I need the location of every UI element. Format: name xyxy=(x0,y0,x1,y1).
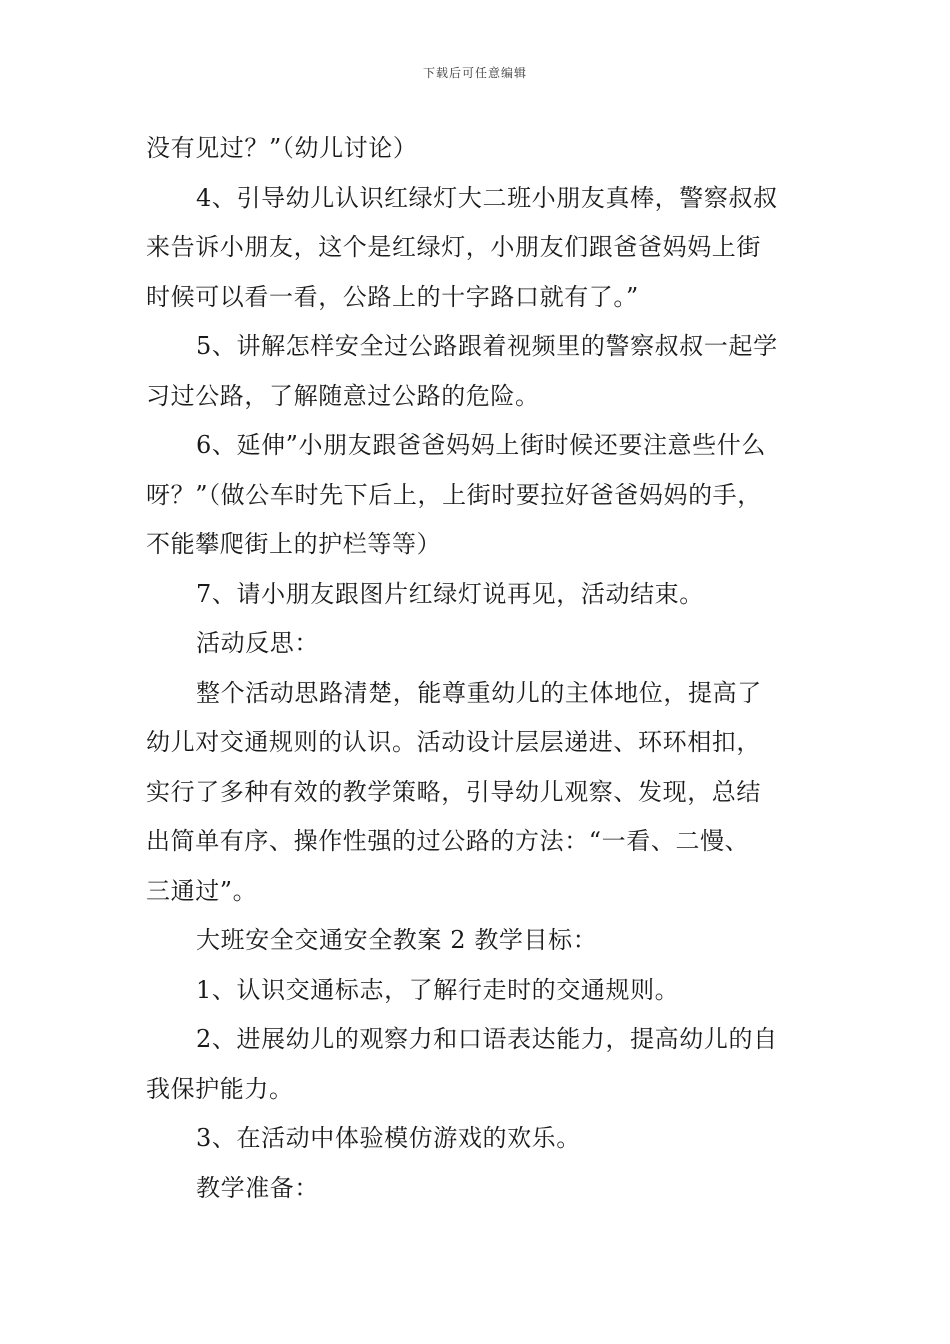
text-line: 实行了多种有效的教学策略，引导幼儿观察、发现，总结 xyxy=(146,777,761,806)
section-heading: 教学准备： xyxy=(196,1173,319,1202)
text-line: 5、讲解怎样安全过公路跟着视频里的警察叔叔一起学 xyxy=(196,332,778,360)
text-line: 没有见过？”（幼儿讨论） xyxy=(146,134,418,162)
text-line: 3、在活动中体验模仿游戏的欢乐。 xyxy=(196,1124,581,1152)
text-line: 来告诉小朋友，这个是红绿灯，小朋友们跟爸爸妈妈上街 xyxy=(146,233,761,261)
text-line: 我保护能力。 xyxy=(146,1074,294,1103)
text-line: 不能攀爬街上的护栏等等） xyxy=(146,530,442,558)
text-line: 整个活动思路清楚，能尊重幼儿的主体地位，提高了 xyxy=(196,678,762,707)
text-line: 6、延伸”小朋友跟爸爸妈妈上街时候还要注意些什么 xyxy=(196,431,766,459)
text-line: 7、请小朋友跟图片红绿灯说再见，活动结束。 xyxy=(196,579,704,608)
page-header: 下载后可任意编辑 xyxy=(422,66,527,80)
text-line: 呀？”（做公车时先下后上，上街时要拉好爸爸妈妈的手， xyxy=(146,480,762,509)
text-line: 三通过”。 xyxy=(146,876,258,905)
text-line: 4、引导幼儿认识红绿灯大二班小朋友真棒，警察叔叔 xyxy=(196,183,778,212)
text-line: 1、认识交通标志，了解行走时的交通规则。 xyxy=(196,975,680,1004)
text-line: 时候可以看一看，公路上的十字路口就有了。” xyxy=(146,282,639,311)
text-line: 习过公路，了解随意过公路的危险。 xyxy=(146,381,540,410)
text-line: 2、进展幼儿的观察力和口语表达能力，提高幼儿的自 xyxy=(196,1025,778,1053)
section-heading: 活动反思： xyxy=(196,629,319,657)
document-body xyxy=(146,124,826,1213)
text-line: 幼儿对交通规则的认识。活动设计层层递进、环环相扣， xyxy=(146,728,761,756)
text-line: 出简单有序、操作性强的过公路的方法：“一看、二慢、 xyxy=(146,827,750,855)
section-heading: 大班安全交通安全教案 2 教学目标： xyxy=(196,926,598,954)
